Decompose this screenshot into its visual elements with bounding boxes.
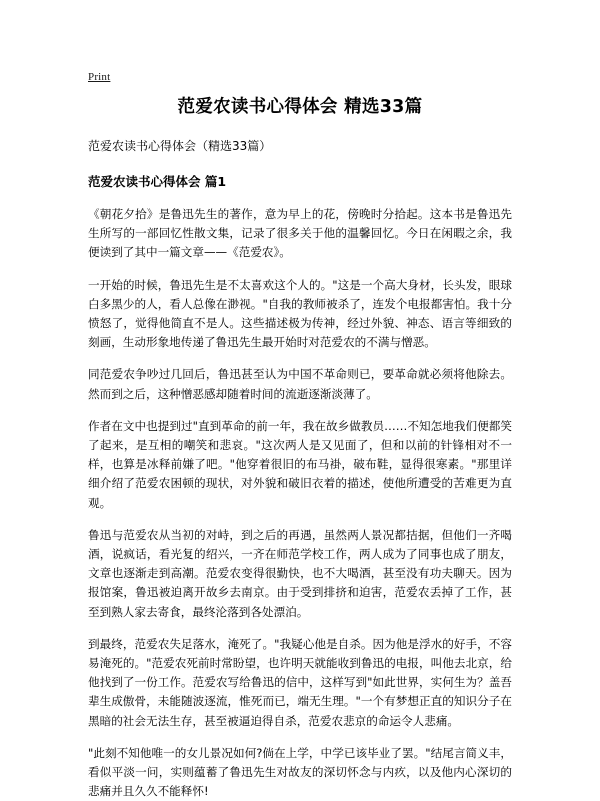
page-title: 范爱农读书心得体会 精选33篇 [177, 97, 423, 117]
paragraph: "此刻不知他唯一的女儿景况如何?倘在上学，中学已该毕业了罢。"结尾言简义丰，看似平淡一问，实则蕴蓄了鲁迅先生对故友的深切怀念与内疚，以及他内心深切的悲痛并且久久不能释怀! [88, 745, 512, 799]
paragraph: 作者在文中也提到过"直到革命的前一年，我在故乡做教员……不知怎地我们便都笑了起来，是互相的嘲笑和悲哀。"这次两人是又见面了，但和以前的针锋相对不一样，也算是冰释前嫌了吧。"他穿着很旧的布马褂，破布鞋，显得很寒素。"那里详细介绍了范爱农困顿的现状，对外貌和破旧衣着的描述，使他所遭受的苦难更为直观。 [88, 418, 512, 510]
document-subtitle: 范爱农读书心得体会（精选33篇） [88, 139, 272, 153]
article-body [88, 205, 512, 801]
print-link[interactable]: Print [88, 71, 111, 83]
section-heading: 范爱农读书心得体会 篇1 [88, 174, 227, 189]
paragraph: 《朝花夕拾》是鲁迅先生的著作，意为早上的花，傍晚时分拾起。这本书是鲁迅先生所写的一部回忆性散文集，记录了很多关于他的温馨回忆。今日在闲暇之余，我便读到了其中一篇文章——《范爱农》。 [88, 207, 512, 260]
paragraph: 到最终，范爱农失足落水，淹死了。"我疑心他是自杀。因为他是浮水的好手，不容易淹死的。"范爱农死前时常盼望，也许明天就能收到鲁迅的电报，叫他去北京，给他找到了一份工作。范爱农写给鲁迅的信中，这样写到"如此世界，实何生为？盖吾辈生成傲骨，未能随波逐流，惟死而已，端无生理。"一个有梦想正直的知识分子在黑暗的社会无法生存，甚至被逼迫得自杀，范爱农悲京的命运令人悲痛。 [88, 636, 512, 728]
paragraph: 同范爱农争吵过几回后，鲁迅甚至认为中国不革命则已，要革命就必须将他除去。然而到之后，这种憎恶感却随着时间的流逝逐渐淡薄了。 [88, 367, 512, 401]
document-content [88, 94, 512, 801]
paragraph: 鲁迅与范爱农从当初的对峙，到之后的再遇，虽然两人景况都拮据，但他们一齐喝酒，说疯话，看光复的绍兴，一齐在师范学校工作，两人成为了同事也成了朋友，文章也逐渐走到高潮。范爱农变得很勤快，也不大喝酒，甚至没有功夫聊天。因为报馆案，鲁迅被迫离开故乡去南京。由于受到排挤和迫害，范爱农丢掉了工作，甚至到熟人家去寄食，最终沦落到各处漂泊。 [88, 527, 512, 619]
paragraph: 一开始的时候，鲁迅先生是不太喜欢这个人的。"这是一个高大身材，长头发，眼球白多黑少的人，看人总像在渺视。"自我的教师被杀了，连发个电报都害怕。我十分愤怒了，觉得他简直不是人。这些描述极为传神，经过外貌、神态、语言等细致的刻画，生动形象地传递了鲁迅先生最开始时对范爱农的不满与憎恶。 [88, 277, 512, 350]
